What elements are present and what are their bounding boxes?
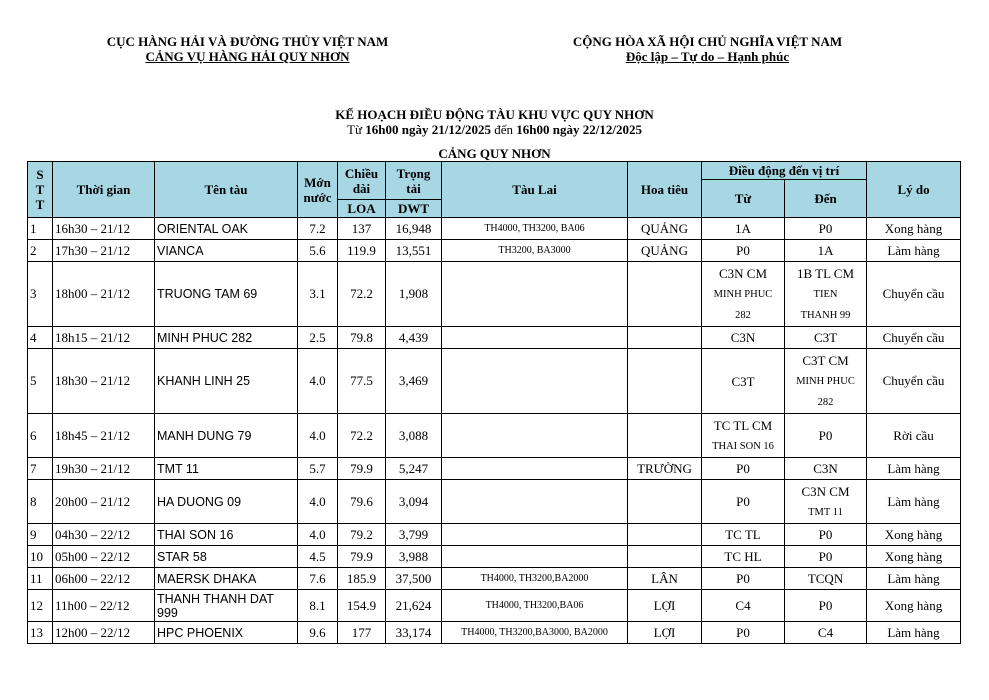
cell-time: 12h00 – 22/12 [53, 622, 155, 644]
cell-pilot: QUẢNG [628, 240, 702, 262]
cell-pilot: LÂN [628, 568, 702, 590]
cell-reason: Chuyển cầu [867, 349, 961, 414]
cell-time: 11h00 – 22/12 [53, 590, 155, 622]
cell-loa: 177 [338, 622, 386, 644]
cell-loa: 79.9 [338, 546, 386, 568]
cell-to [785, 349, 867, 414]
cell-time: 16h30 – 21/12 [53, 218, 155, 240]
to-position: P0 [818, 549, 833, 564]
cell-ship-name: ORIENTAL OAK [155, 218, 298, 240]
cell-tug [442, 480, 628, 524]
cell-reason: Xong hàng [867, 524, 961, 546]
cell-to [785, 480, 867, 524]
cell-dwt: 3,469 [386, 349, 442, 414]
cell-ship-name: MINH PHUC 282 [155, 327, 298, 349]
to-position: P0 [818, 221, 833, 236]
cell-time: 18h15 – 21/12 [53, 327, 155, 349]
from-position: C3T [731, 373, 755, 389]
cell-tug: TH4000, TH3200,BA3000, BA2000 [442, 622, 628, 644]
cell-time: 19h30 – 21/12 [53, 458, 155, 480]
cell-pilot: LỢI [628, 590, 702, 622]
from-position: P0 [736, 625, 750, 640]
cell-draft: 4.0 [298, 414, 338, 458]
cell-from [702, 590, 785, 622]
cell-reason: Chuyển cầu [867, 262, 961, 327]
cell-tug [442, 524, 628, 546]
authority-name: CỤC HÀNG HẢI VÀ ĐƯỜNG THỦY VIỆT NAM [106, 34, 389, 49]
table-row [28, 414, 961, 458]
cell-draft: 8.1 [298, 590, 338, 622]
to-position: P0 [818, 598, 833, 613]
cell-pilot [628, 349, 702, 414]
cell-loa: 72.2 [338, 414, 386, 458]
cell-loa: 137 [338, 218, 386, 240]
cell-stt: 7 [28, 458, 53, 480]
cell-pilot: TRƯỜNG [628, 458, 702, 480]
cell-time: 05h00 – 22/12 [53, 546, 155, 568]
from-position: C3N CM [718, 265, 768, 281]
cell-reason: Làm hàng [867, 568, 961, 590]
col-header-tug: Tàu Lai [442, 162, 628, 218]
from-position-detail: THAI SON 16 [712, 440, 774, 452]
table-row [28, 327, 961, 349]
from-position: TC HL [724, 549, 762, 564]
cell-from [702, 568, 785, 590]
cell-loa: 72.2 [338, 262, 386, 327]
cell-to [785, 414, 867, 458]
port-name: CẢNG QUY NHƠN [438, 146, 551, 161]
from-position: C3N [730, 330, 756, 345]
cell-time: 04h30 – 22/12 [53, 524, 155, 546]
table-row [28, 590, 961, 622]
cell-from [702, 524, 785, 546]
issuing-authority [60, 34, 435, 64]
to-position: C3T CM [802, 352, 849, 368]
cell-time: 18h45 – 21/12 [53, 414, 155, 458]
cell-draft: 7.6 [298, 568, 338, 590]
col-header-move-group: Điều động đến vị trí [702, 162, 867, 180]
cell-to [785, 568, 867, 590]
cell-to [785, 218, 867, 240]
cell-draft: 5.6 [298, 240, 338, 262]
cell-tug [442, 458, 628, 480]
cell-from [702, 622, 785, 644]
cell-dwt: 16,948 [386, 218, 442, 240]
to-position-detail: TIEN [813, 288, 838, 300]
cell-time: 17h30 – 21/12 [53, 240, 155, 262]
col-header-to: Đến [785, 180, 867, 218]
cell-pilot [628, 546, 702, 568]
cell-ship-name: VIANCA [155, 240, 298, 262]
cell-loa: 154.9 [338, 590, 386, 622]
cell-tug [442, 262, 628, 327]
cell-dwt: 21,624 [386, 590, 442, 622]
to-position: P0 [818, 428, 833, 443]
cell-pilot [628, 327, 702, 349]
cell-draft: 2.5 [298, 327, 338, 349]
cell-loa: 185.9 [338, 568, 386, 590]
cell-stt: 2 [28, 240, 53, 262]
cell-draft: 5.7 [298, 458, 338, 480]
cell-draft: 4.5 [298, 546, 338, 568]
cell-from [702, 218, 785, 240]
period-from-word: Từ [347, 122, 363, 137]
table-row [28, 546, 961, 568]
cell-tug [442, 546, 628, 568]
cell-draft: 4.0 [298, 480, 338, 524]
cell-pilot [628, 524, 702, 546]
cell-from [702, 480, 785, 524]
cell-tug: TH4000, TH3200, BA06 [442, 218, 628, 240]
cell-reason: Làm hàng [867, 240, 961, 262]
cell-draft: 4.0 [298, 524, 338, 546]
cell-from [702, 327, 785, 349]
cell-dwt: 3,988 [386, 546, 442, 568]
cell-draft: 4.0 [298, 349, 338, 414]
ship-movement-table [27, 161, 961, 644]
cell-ship-name: HA DUONG 09 [155, 480, 298, 524]
to-position: P0 [818, 527, 833, 542]
cell-to [785, 240, 867, 262]
cell-from [702, 414, 785, 458]
col-header-dwt: DWT [386, 200, 442, 218]
to-position: C4 [817, 625, 834, 640]
col-header-pilot: Hoa tiêu [628, 162, 702, 218]
cell-stt: 1 [28, 218, 53, 240]
cell-from [702, 349, 785, 414]
col-header-reason: Lý do [867, 162, 961, 218]
cell-dwt: 4,439 [386, 327, 442, 349]
cell-pilot [628, 480, 702, 524]
col-header-tonnage: Trọng tải [386, 162, 442, 200]
cell-pilot [628, 414, 702, 458]
cell-reason: Rời cầu [867, 414, 961, 458]
cell-stt: 12 [28, 590, 53, 622]
from-position: P0 [736, 461, 750, 476]
cell-from [702, 262, 785, 327]
cell-reason: Xong hàng [867, 546, 961, 568]
cell-to [785, 590, 867, 622]
from-position: 1A [735, 221, 751, 236]
port-authority-name: CẢNG VỤ HÀNG HẢI QUY NHƠN [145, 49, 350, 64]
cell-ship-name: TMT 11 [155, 458, 298, 480]
cell-from [702, 458, 785, 480]
to-position-detail: MINH PHUC [796, 375, 855, 387]
cell-ship-name: THANH THANH DAT 999 [155, 590, 298, 622]
from-position-detail: MINH PHUC [713, 288, 773, 300]
cell-dwt: 5,247 [386, 458, 442, 480]
cell-loa: 119.9 [338, 240, 386, 262]
cell-loa: 79.8 [338, 327, 386, 349]
col-header-length: Chiều dài [338, 162, 386, 200]
cell-ship-name: HPC PHOENIX [155, 622, 298, 644]
cell-reason: Làm hàng [867, 622, 961, 644]
cell-stt: 4 [28, 327, 53, 349]
cell-tug [442, 349, 628, 414]
cell-loa: 77.5 [338, 349, 386, 414]
to-position: 1A [817, 243, 834, 258]
to-position-detail: 282 [817, 396, 834, 408]
period-to: 16h00 ngày 22/12/2025 [516, 122, 642, 137]
table-row [28, 349, 961, 414]
cell-tug: TH3200, BA3000 [442, 240, 628, 262]
cell-reason: Xong hàng [867, 218, 961, 240]
table-row [28, 218, 961, 240]
cell-ship-name: STAR 58 [155, 546, 298, 568]
from-position: P0 [736, 494, 750, 509]
cell-ship-name: MANH DUNG 79 [155, 414, 298, 458]
cell-dwt: 3,799 [386, 524, 442, 546]
from-position-detail: 282 [735, 309, 751, 321]
table-row [28, 622, 961, 644]
period-from: 16h00 ngày 21/12/2025 [365, 122, 491, 137]
to-position: C3T [813, 330, 838, 345]
cell-dwt: 3,088 [386, 414, 442, 458]
cell-tug: TH4000, TH3200,BA06 [442, 590, 628, 622]
cell-stt: 13 [28, 622, 53, 644]
cell-ship-name: MAERSK DHAKA [155, 568, 298, 590]
cell-loa: 79.2 [338, 524, 386, 546]
table-row [28, 568, 961, 590]
cell-reason: Làm hàng [867, 480, 961, 524]
table-row [28, 458, 961, 480]
cell-reason: Xong hàng [867, 590, 961, 622]
to-position-detail: THANH 99 [800, 309, 851, 321]
cell-stt: 11 [28, 568, 53, 590]
cell-reason: Chuyển cầu [867, 327, 961, 349]
cell-dwt: 1,908 [386, 262, 442, 327]
col-header-ship: Tên tàu [155, 162, 298, 218]
cell-stt: 10 [28, 546, 53, 568]
cell-to [785, 622, 867, 644]
col-header-draft: Mớn nước [298, 162, 338, 218]
cell-dwt: 37,500 [386, 568, 442, 590]
cell-to [785, 327, 867, 349]
from-position: P0 [736, 571, 750, 586]
cell-loa: 79.6 [338, 480, 386, 524]
table-row [28, 480, 961, 524]
cell-stt: 3 [28, 262, 53, 327]
cell-time: 18h30 – 21/12 [53, 349, 155, 414]
cell-to [785, 262, 867, 327]
cell-to [785, 458, 867, 480]
col-header-from: Từ [702, 180, 785, 218]
cell-time: 18h00 – 21/12 [53, 262, 155, 327]
cell-draft: 3.1 [298, 262, 338, 327]
cell-tug [442, 327, 628, 349]
col-header-loa: LOA [338, 200, 386, 218]
cell-dwt: 13,551 [386, 240, 442, 262]
table-row [28, 240, 961, 262]
from-position: C4 [735, 598, 751, 613]
from-position: TC TL CM [713, 417, 773, 433]
to-position-detail: TMT 11 [808, 506, 843, 518]
to-position: C3N CM [801, 483, 850, 499]
col-header-stt: S T T [28, 162, 53, 218]
cell-tug: TH4000, TH3200,BA2000 [442, 568, 628, 590]
cell-stt: 8 [28, 480, 53, 524]
document-title: KẾ HOẠCH ĐIỀU ĐỘNG TÀU KHU VỰC QUY NHƠN [335, 107, 654, 122]
national-header [525, 34, 890, 64]
document-period [0, 122, 989, 137]
cell-stt: 5 [28, 349, 53, 414]
cell-dwt: 33,174 [386, 622, 442, 644]
cell-ship-name: TRUONG TAM 69 [155, 262, 298, 327]
to-position: C3N [813, 461, 838, 476]
cell-pilot [628, 262, 702, 327]
cell-dwt: 3,094 [386, 480, 442, 524]
cell-from [702, 546, 785, 568]
from-position: P0 [736, 243, 750, 258]
to-position: TCQN [807, 571, 844, 586]
cell-draft: 7.2 [298, 218, 338, 240]
cell-draft: 9.6 [298, 622, 338, 644]
cell-from [702, 240, 785, 262]
cell-to [785, 546, 867, 568]
national-motto: Độc lập – Tự do – Hạnh phúc [625, 49, 790, 64]
cell-to [785, 524, 867, 546]
col-header-time: Thời gian [53, 162, 155, 218]
cell-ship-name: THAI SON 16 [155, 524, 298, 546]
cell-pilot: QUẢNG [628, 218, 702, 240]
from-position: TC TL [725, 527, 761, 542]
cell-stt: 9 [28, 524, 53, 546]
to-position: 1B TL CM [796, 265, 855, 281]
table-row [28, 262, 961, 327]
cell-time: 20h00 – 21/12 [53, 480, 155, 524]
period-to-word: đến [494, 122, 514, 137]
cell-stt: 6 [28, 414, 53, 458]
table-row [28, 524, 961, 546]
cell-ship-name: KHANH LINH 25 [155, 349, 298, 414]
cell-loa: 79.9 [338, 458, 386, 480]
cell-time: 06h00 – 22/12 [53, 568, 155, 590]
cell-tug [442, 414, 628, 458]
cell-reason: Làm hàng [867, 458, 961, 480]
cell-pilot: LỢI [628, 622, 702, 644]
nation-name: CỘNG HÒA XÃ HỘI CHỦ NGHĨA VIỆT NAM [572, 34, 843, 49]
